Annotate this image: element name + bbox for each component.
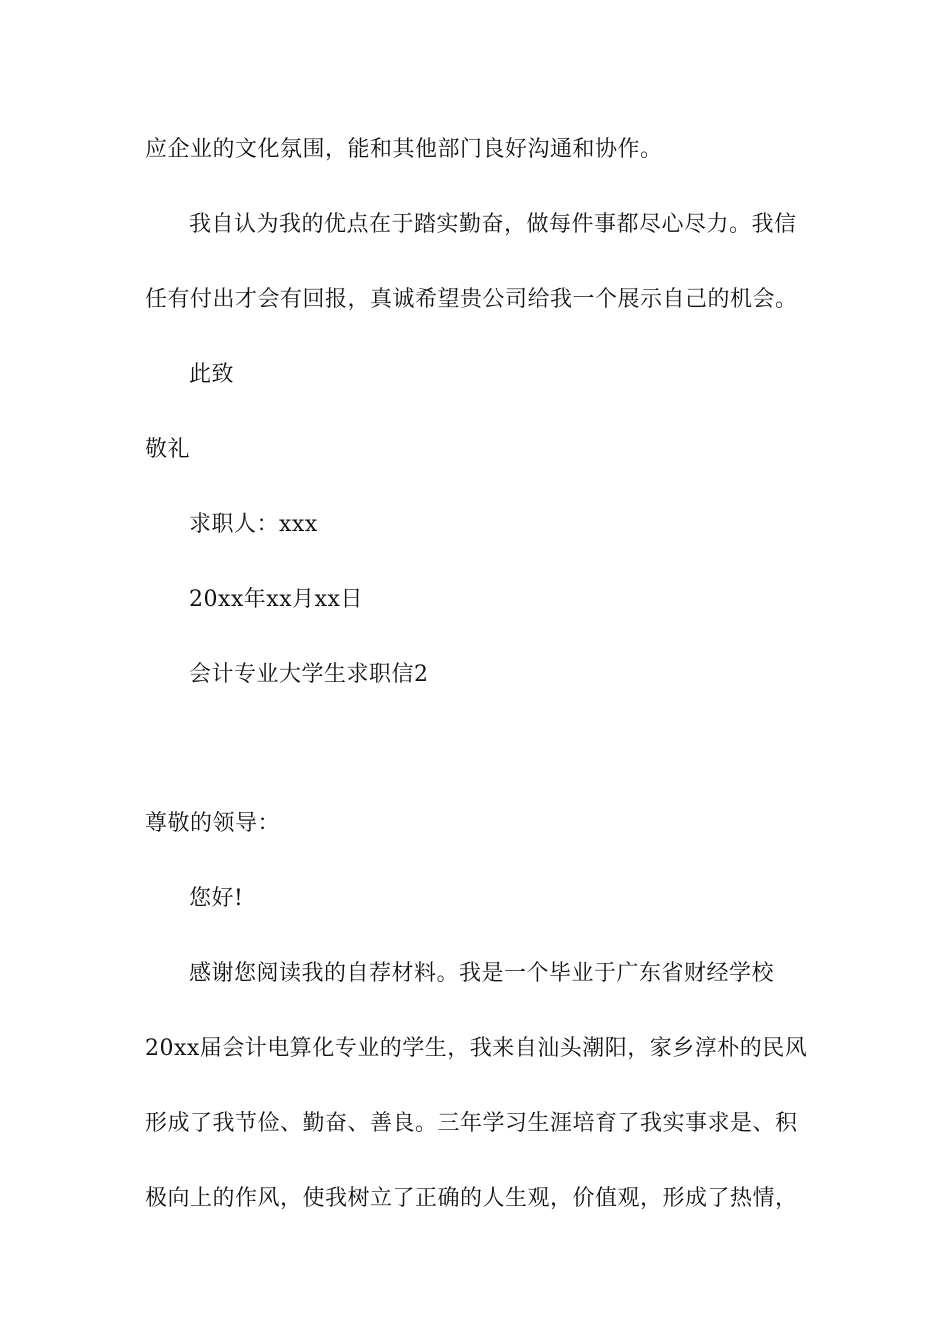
body-text-line: 任有付出才会有回报，真诚希望贵公司给我一个展示自己的机会。 [145,287,798,312]
greeting: 您好! [189,886,244,911]
section-title: 会计专业大学生求职信2 [189,662,429,687]
body-text-line: 极向上的作风，使我树立了正确的人生观，价值观，形成了热情， [145,1186,798,1211]
closing-phrase: 此致 [189,362,235,387]
signature-date: 20xx年xx月xx日 [189,587,363,612]
body-text-line: 形成了我节俭、勤奋、善良。三年学习生涯培育了我实事求是、积 [145,1111,798,1136]
body-text-line: 应企业的文化氛围，能和其他部门良好沟通和协作。 [145,137,663,162]
body-text-line: 20xx届会计电算化专业的学生，我来自汕头潮阳，家乡淳朴的民风 [145,1036,808,1061]
body-text-line: 我自认为我的优点在于踏实勤奋，做每件事都尽心尽力。我信 [189,212,797,237]
body-text-line: 感谢您阅读我的自荐材料。我是一个毕业于广东省财经学校 [189,961,775,986]
signature-applicant: 求职人：xxx [189,512,318,537]
salutation-closing: 敬礼 [145,437,191,462]
letter-salutation: 尊敬的领导： [145,811,281,836]
